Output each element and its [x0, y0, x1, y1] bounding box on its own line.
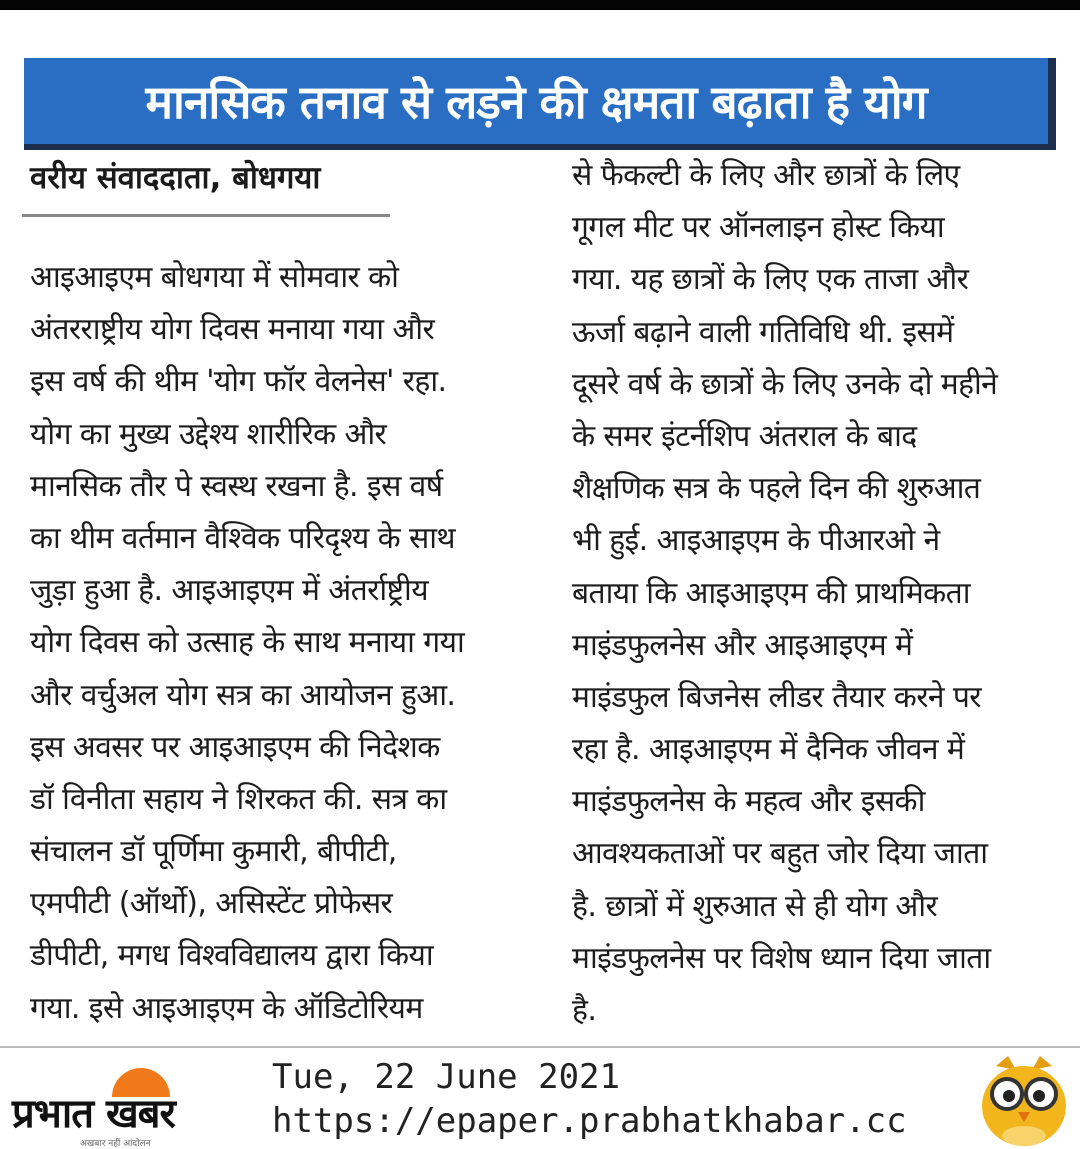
logo-tagline: अखबार नहीं आंदोलन: [80, 1139, 151, 1149]
article-line: रहा है. आइआइएम में दैनिक जीवन में: [572, 732, 965, 768]
owl-mascot-icon: [974, 1048, 1074, 1147]
article-line: माइंडफुलनेस पर विशेष ध्यान दिया जाता: [572, 940, 991, 976]
article-line: इस अवसर पर आइआइएम की निदेशक: [30, 729, 440, 765]
article-line: माइंडफुल बिजनेस लीडर तैयार करने पर: [572, 679, 981, 715]
article-line: के समर इंटर्नशिप अंतराल के बाद: [572, 418, 917, 454]
article-line: योग का मुख्य उद्देश्य शारीरिक और: [30, 416, 387, 452]
article-line: भी हुई. आइआइएम के पीआरओ ने: [572, 523, 940, 559]
article-line: गया. इसे आइआइएम के ऑडिटोरियम: [30, 990, 423, 1026]
article-line: जुड़ा हुआ है. आइआइएम में अंतर्राष्ट्रीय: [30, 573, 429, 609]
article-column-left: [30, 252, 545, 1035]
article-line: का थीम वर्तमान वैश्विक परिदृश्य के साथ: [30, 520, 455, 556]
article-line: माइंडफुलनेस के महत्व और इसकी: [572, 784, 925, 820]
article-line: डीपीटी, मगध विश्वविद्यालय द्वारा किया: [30, 938, 434, 974]
headline-banner: [24, 58, 1056, 150]
epaper-url[interactable]: https://epaper.prabhatkhabar.cc: [272, 1101, 907, 1141]
article-line: आइआइएम बोधगया में सोमवार को: [30, 260, 399, 295]
article-line: अंतरराष्ट्रीय योग दिवस मनाया गया और: [30, 312, 435, 348]
article-line: गूगल मीट पर ऑनलाइन होस्ट किया: [572, 210, 945, 246]
article-line: एमपीटी (ऑर्थो), असिस्टेंट प्रोफेसर: [30, 886, 393, 922]
article-line: ऊर्जा बढ़ाने वाली गतिविधि थी. इसमें: [572, 314, 954, 350]
article-line: और वर्चुअल योग सत्र का आयोजन हुआ.: [30, 677, 456, 713]
article-line: माइंडफुलनेस और आइआइएम में: [572, 627, 913, 663]
article-line: बताया कि आइआइएम की प्राथमिकता: [572, 575, 970, 611]
headline-text: मानसिक तनाव से लड़ने की क्षमता बढ़ाता है योग: [145, 75, 927, 129]
footer-divider: [0, 1046, 1080, 1048]
byline-divider: [22, 214, 390, 217]
article-line: से फैकल्टी के लिए और छात्रों के लिए: [572, 158, 960, 193]
article-line: डॉ विनीता सहाय ने शिरकत की. सत्र का: [30, 781, 447, 817]
byline: वरीय संवाददाता, बोधगया: [30, 160, 321, 196]
top-black-bar: [0, 0, 1080, 10]
article-line: आवश्यकताओं पर बहुत जोर दिया जाता: [572, 836, 988, 872]
article-line: है. छात्रों में शुरुआत से ही योग और: [572, 888, 938, 924]
article-line: शैक्षणिक सत्र के पहले दिन की शुरुआत: [572, 471, 981, 507]
article-line: योग दिवस को उत्साह के साथ मनाया गया: [30, 625, 465, 661]
article-column-right: [572, 150, 1067, 1037]
article-line: संचालन डॉ पूर्णिमा कुमारी, बीपीटी,: [30, 834, 397, 870]
article-line: गया. यह छात्रों के लिए एक ताजा और: [572, 262, 969, 298]
article-line: है.: [572, 993, 597, 1028]
logo-text: प्रभात खबर: [12, 1090, 175, 1137]
article-line: मानसिक तौर पे स्वस्थ रखना है. इस वर्ष: [30, 468, 443, 504]
article-line: दूसरे वर्ष के छात्रों के लिए उनके दो महीने: [572, 366, 998, 402]
edition-date: Tue, 22 June 2021: [272, 1057, 620, 1097]
article-line: इस वर्ष की थीम 'योग फॉर वेलनेस' रहा.: [30, 364, 447, 400]
prabhat-khabar-logo: [8, 1058, 270, 1147]
